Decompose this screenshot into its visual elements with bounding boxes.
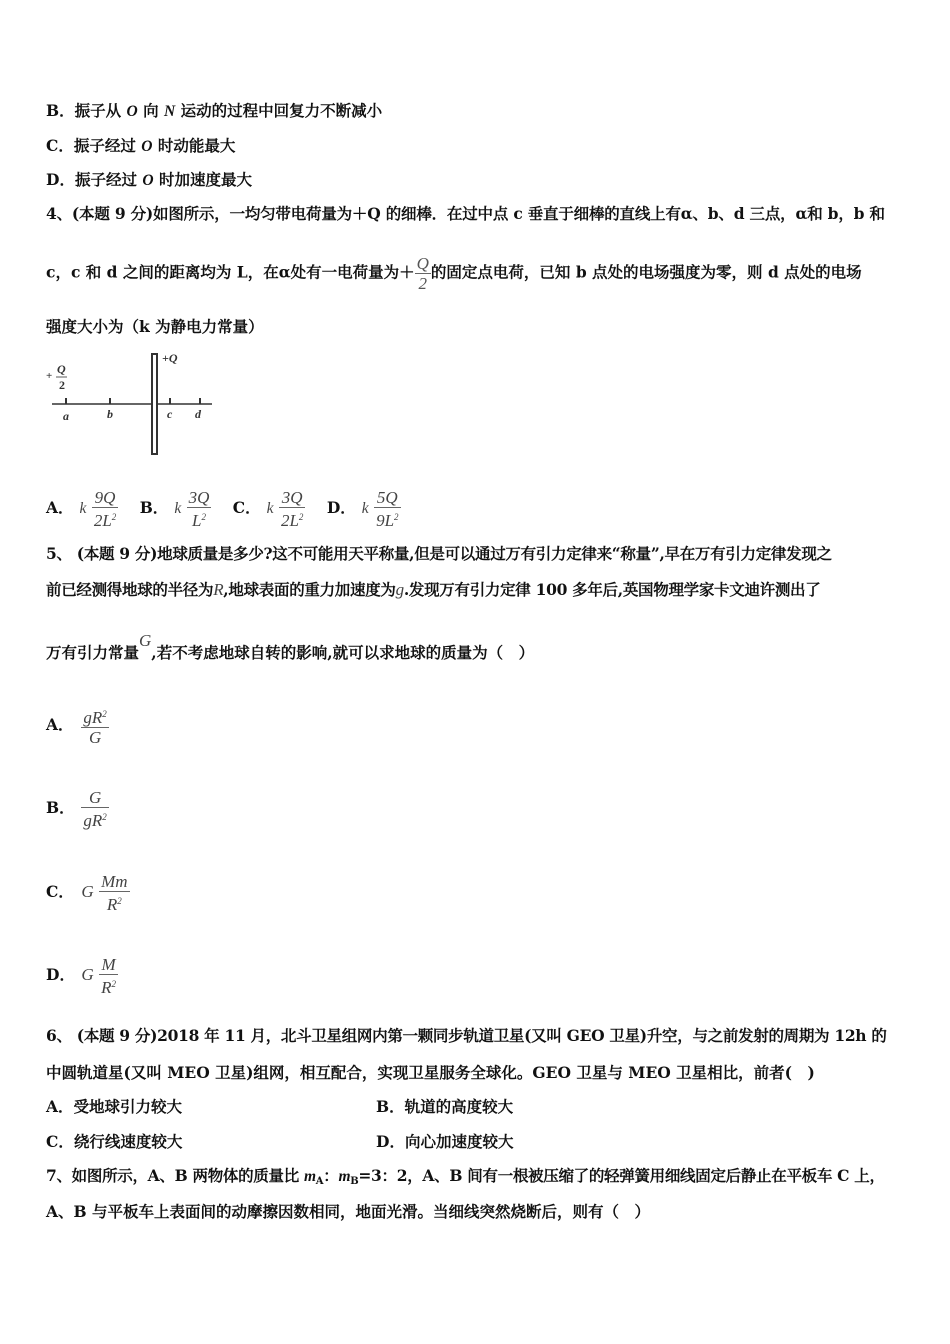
q7-stem-line1: 7、如图所示，A、B 两物体的质量比 $m_A$：$m_B=3$：2，A、B 间有一根被压缩了的轻弹簧用细线固定后静止在平板车 C 上， <box>46 1166 885 1187</box>
q6-stem-line1: 6、 (本题 9 分)2018 年 11 月，北斗卫星组网内第一颗同步轨道卫星(又叫 GEO 卫星)升空，与之前发射的周期为 12h 的 <box>46 1026 887 1045</box>
q6-option-a: A．受地球引力较大 <box>46 1097 183 1116</box>
q6-stem-line2: 中圆轨道星(又叫 MEO 卫星)组网，相互配合，实现卫星服务全球化。GEO 卫星与 MEO 卫星相比，前者( ) <box>46 1063 815 1082</box>
label-b: b <box>107 407 113 421</box>
q6-option-c: C．绕行线速度较大 <box>46 1132 183 1151</box>
charged-rod <box>152 354 157 454</box>
q3-option-b: B．振子从 O 向 N 运动的过程中回复力不断减小 <box>46 101 383 120</box>
rod-label: +Q <box>162 351 178 365</box>
charge-sign: + <box>46 370 53 382</box>
q4-option-b: B． k $\frac{3Q}{L^2}$ <box>139 488 210 530</box>
q5-option-c: C． G $\frac{Mm}{R^2}$ <box>46 872 128 914</box>
q3-option-d: D．振子经过 O 时加速度最大 <box>46 170 252 189</box>
q5-option-d: D． G $\frac{M}{R^2}$ <box>46 955 116 997</box>
q4-figure <box>44 348 224 460</box>
q5-stem-line2: 前已经测得地球的半径为R,地球表面的重力加速度为g.发现万有引力定律 100 多年后,英国物理学家卡文迪许测出了 <box>46 580 821 599</box>
charge-den: 2 <box>59 378 65 392</box>
label-c: c <box>167 407 173 421</box>
q6-option-b: B．轨道的高度较大 <box>376 1097 514 1116</box>
q4-option-d: D． k $\frac{5Q}{9L^2}$ <box>326 488 399 530</box>
q7-stem-line2: A、B 与平板车上表面间的动摩擦因数相同，地面光滑。当细线突然烧断后，则有（ ） <box>46 1202 651 1221</box>
q5-stem-line1: 5、 (本题 9 分)地球质量是多少?这不可能用天平称量,但是可以通过万有引力定律来“称量”,早在万有引力定律发现之 <box>46 544 832 563</box>
q4-option-a: A． k $\frac{9Q}{2L^2}$ <box>46 488 117 530</box>
q5-option-b: B． $\frac{G}{gR^2}$ <box>46 788 107 830</box>
label-d: d <box>195 407 201 421</box>
label-a: a <box>63 409 69 423</box>
q4-stem-line1: 4、(本题 9 分)如图所示，一均匀带电荷量为＋Q 的细棒．在过中点 c 垂直于细棒的直线上有α、b、d 三点，α和 b，b 和 <box>46 204 885 223</box>
q5-option-a: A． $\frac{gR^2}{G}$ <box>46 708 107 747</box>
q4-option-c: C． k $\frac{3Q}{2L^2}$ <box>232 488 304 530</box>
q4-stem-line3: 强度大小为（k 为静电力常量） <box>46 317 264 336</box>
q4-options <box>46 485 401 532</box>
charge-num: Q <box>57 362 66 376</box>
q5-stem-line3: 万有引力常量G,若不考虑地球自转的影响,就可以求地球的质量为（ ） <box>46 631 535 662</box>
q4-stem-line2: c，c 和 d 之间的距离均为 L，在α处有一电荷量为＋ $\frac{Q}{2}$ 的固定点电荷，已知 b 点处的电场强度为零，则 d 点处的电场 <box>46 254 862 293</box>
q6-option-d: D．向心加速度较大 <box>376 1132 514 1151</box>
q3-option-c: C．振子经过 O 时动能最大 <box>46 136 236 155</box>
